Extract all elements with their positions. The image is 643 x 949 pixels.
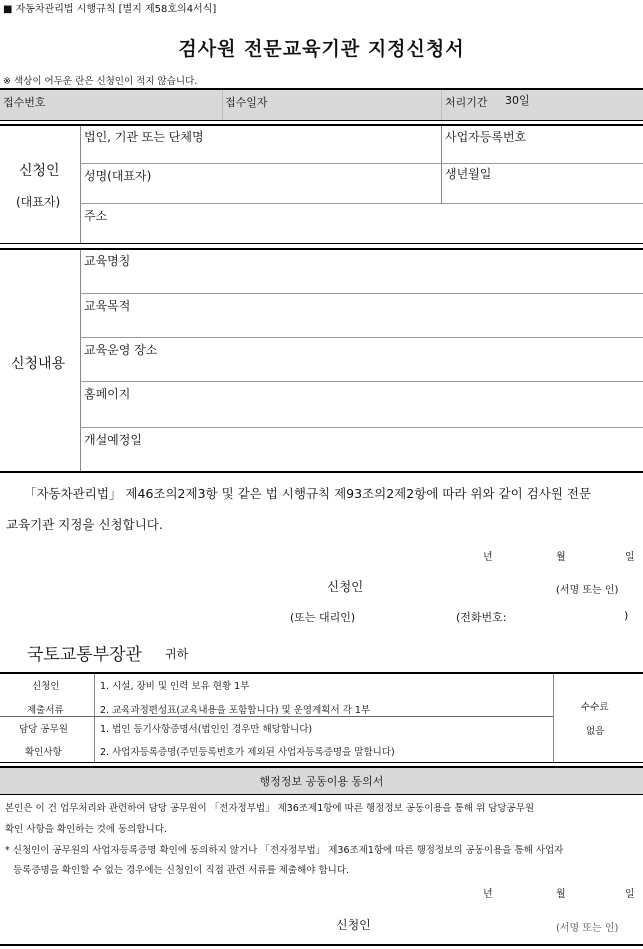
divider [222, 90, 223, 120]
org-name-field[interactable]: 법인, 기관 또는 단체명 [84, 130, 204, 144]
homepage-field[interactable]: 홈페이지 [84, 387, 131, 401]
applicant-signature-label: 신청인 [327, 579, 364, 594]
consent-note-2: 등록증명을 확인할 수 없는 경우에는 신청인이 직접 관련 서류를 제출해야 합니다. [13, 865, 350, 876]
sign-or-seal: (서명 또는 인) [556, 585, 619, 596]
divider [80, 381, 643, 382]
divider [80, 337, 643, 338]
representative-name-field[interactable]: 성명(대표자) [84, 169, 152, 183]
divider [0, 762, 643, 763]
divider [0, 243, 643, 244]
open-date-field[interactable]: 개설예정일 [84, 433, 142, 447]
fee-value: 없음 [586, 726, 605, 737]
divider [0, 672, 643, 674]
divider [441, 126, 442, 204]
date-day: 일 [625, 552, 635, 563]
official-check-label-1: 담당 공무원 [19, 724, 68, 735]
applicant-section-label: 신청인 [19, 163, 60, 179]
divider [441, 90, 442, 120]
divider [0, 471, 643, 473]
page-title: 검사원 전문교육기관 지정신청서 [178, 38, 465, 60]
divider [0, 944, 643, 946]
divider [80, 293, 643, 294]
divider [0, 716, 553, 717]
divider [80, 203, 643, 204]
edu-place-field[interactable]: 교육운영 장소 [84, 343, 158, 357]
applicant-doc-item-1: 1. 시설, 장비 및 인력 보유 현황 1부 [100, 681, 250, 692]
date-month: 월 [556, 552, 566, 563]
official-check-item-1: 1. 법인 등기사항증명서(법인인 경우만 해당합니다) [100, 724, 313, 735]
consent-text-2: 확인 사항을 확인하는 것에 동의합니다. [5, 824, 167, 835]
official-check-label-2: 확인사항 [25, 747, 62, 758]
edu-name-field[interactable]: 교육명칭 [84, 254, 131, 268]
content-section-label: 신청내용 [11, 356, 66, 372]
shading-note: ※ 색상이 어두운 란은 신청인이 적지 않습니다. [3, 76, 198, 87]
phone-close: ) [624, 609, 629, 622]
divider [553, 674, 554, 762]
statement-line-2: 교육기관 지정을 신청합니다. [6, 517, 163, 532]
consent-sign-or-seal: (서명 또는 인) [556, 923, 619, 934]
address-field[interactable]: 주소 [84, 209, 108, 223]
divider [80, 126, 81, 244]
consent-applicant-label: 신청인 [336, 918, 371, 932]
birth-date-field[interactable]: 생년월일 [445, 167, 492, 181]
divider [80, 250, 81, 472]
applicant-docs-label-2: 제출서류 [27, 705, 64, 716]
divider [0, 120, 643, 121]
fee-label: 수수료 [581, 702, 609, 713]
consent-title: 행정정보 공동이용 동의서 [259, 775, 384, 788]
divider [94, 674, 95, 762]
recipient-suffix: 귀하 [165, 647, 189, 661]
edu-purpose-field[interactable]: 교육목적 [84, 299, 131, 313]
divider [0, 124, 643, 126]
divider [80, 427, 643, 428]
date-year: 년 [483, 552, 493, 563]
business-reg-number-field[interactable]: 사업자등록번호 [445, 130, 527, 144]
form-reference: ■ 자동차관리법 시행규칙 [별지 제58호의4서식] [3, 4, 217, 15]
phone-label: (전화번호: [456, 611, 507, 624]
consent-date-year: 년 [483, 889, 493, 900]
processing-period-value: 30일 [505, 94, 530, 107]
applicant-doc-item-2: 2. 교육과정편성표(교육내용을 포함합니다) 및 운영계획서 각 1부 [100, 705, 371, 716]
applicant-representative-label: (대표자) [16, 195, 61, 209]
processing-period-label: 처리기간 [445, 96, 488, 109]
consent-note-1: * 신청인이 공무원의 사업자등록증명 확인에 동의하지 않거나 「전자정부법」 제36조제1항에 따른 행정정보의 공동이용을 통해 사업자 [5, 845, 564, 856]
consent-date-day: 일 [625, 889, 635, 900]
consent-date-month: 월 [556, 889, 566, 900]
consent-text-1: 본인은 이 건 업무처리와 관련하여 담당 공무원이 「전자정부법」 제36조제1항에 따른 행정정보 공동이용을 통해 위 담당공무원 [5, 803, 535, 814]
divider [0, 248, 643, 250]
applicant-docs-label-1: 신청인 [32, 681, 60, 692]
divider [0, 794, 643, 795]
receipt-bar [0, 90, 643, 120]
receipt-number-label: 접수번호 [3, 96, 46, 109]
agent-label: (또는 대리인) [290, 611, 356, 624]
statement-line-1: 「자동차관리법」 제46조의2제3항 및 같은 법 시행규칙 제93조의2제2항에 따라 위와 같이 검사원 전문 [24, 486, 592, 501]
official-check-item-2: 2. 사업자등록증명(주민등록번호가 제외된 사업자등록증명을 말합니다) [100, 747, 395, 758]
divider [80, 163, 643, 164]
receipt-date-label: 접수일자 [225, 96, 268, 109]
recipient-name: 국토교통부장관 [27, 645, 142, 665]
